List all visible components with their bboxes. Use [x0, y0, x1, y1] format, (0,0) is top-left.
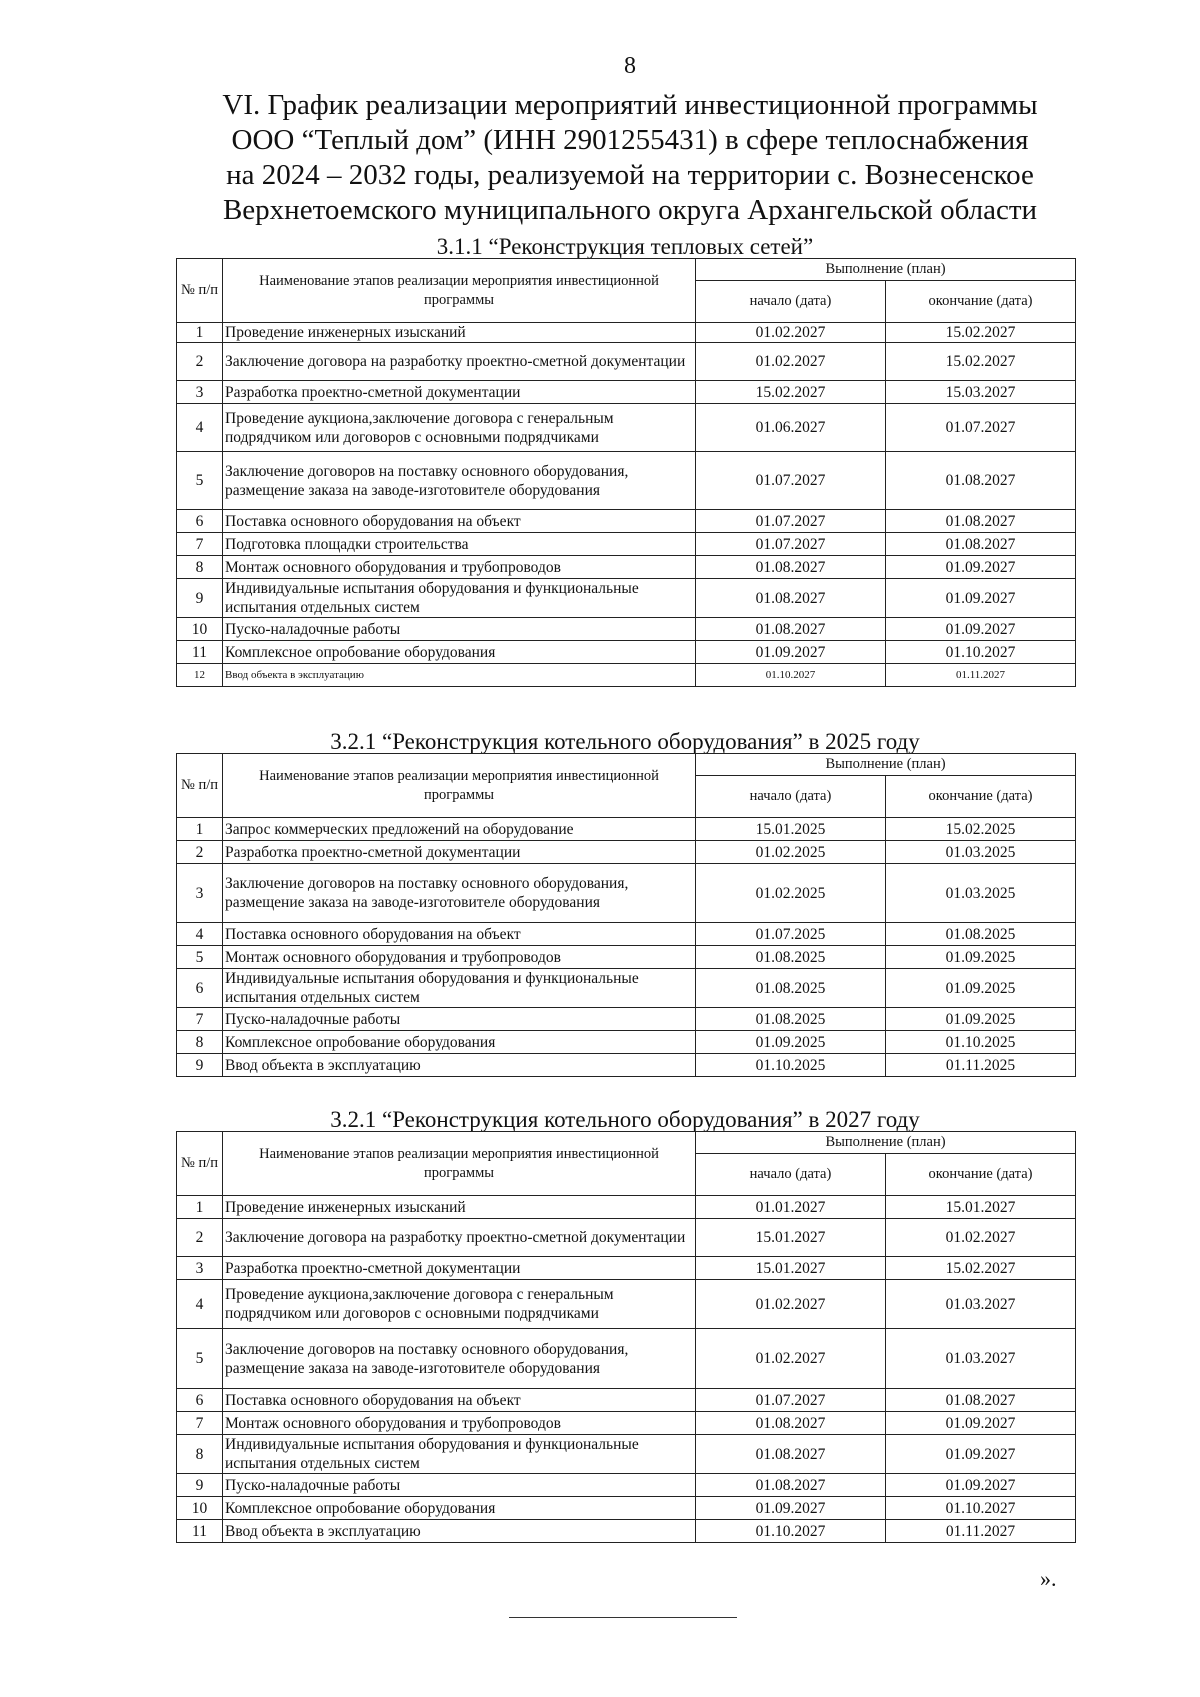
start-date: 01.08.2027	[696, 618, 886, 641]
stage-name: Заключение договоров на поставку основного оборудования, размещение заказа на заводе-изготовителе оборудования	[223, 864, 696, 923]
table-row	[177, 864, 1076, 923]
stage-name: Заключение договоров на поставку основного оборудования, размещение заказа на заводе-изготовителе оборудования	[223, 1329, 696, 1389]
stage-name: Заключение договора на разработку проектно-сметной документации	[223, 1219, 696, 1257]
end-date: 01.02.2027	[886, 1219, 1076, 1257]
row-number: 12	[177, 664, 223, 687]
start-date: 01.02.2025	[696, 841, 886, 864]
row-number: 8	[177, 556, 223, 579]
column-header-number: № п/п	[177, 754, 223, 818]
start-date: 15.02.2027	[696, 381, 886, 404]
stage-name: Проведение инженерных изысканий	[223, 1196, 696, 1219]
start-date: 01.02.2027	[696, 1280, 886, 1329]
table-row	[177, 1329, 1076, 1389]
end-date: 01.08.2027	[886, 533, 1076, 556]
end-date: 01.07.2027	[886, 404, 1076, 452]
table-row	[177, 1031, 1076, 1054]
stage-name: Индивидуальные испытания оборудования и функциональные испытания отдельных систем	[223, 1435, 696, 1474]
row-number: 1	[177, 1196, 223, 1219]
schedule-table-heat-networks	[176, 258, 1076, 687]
stage-name: Поставка основного оборудования на объект	[223, 923, 696, 946]
column-header-end-date: окончание (дата)	[886, 776, 1076, 818]
table-row	[177, 452, 1076, 510]
end-date: 01.09.2027	[886, 618, 1076, 641]
row-number: 5	[177, 946, 223, 969]
stage-name: Разработка проектно-сметной документации	[223, 1257, 696, 1280]
table-row	[177, 510, 1076, 533]
row-number: 6	[177, 510, 223, 533]
end-date: 01.09.2025	[886, 946, 1076, 969]
column-header-end-date: окончание (дата)	[886, 281, 1076, 323]
stage-name: Поставка основного оборудования на объект	[223, 1389, 696, 1412]
start-date: 01.07.2027	[696, 510, 886, 533]
end-date: 01.09.2025	[886, 1008, 1076, 1031]
column-header-execution-plan: Выполнение (план)	[696, 1132, 1076, 1154]
row-number: 8	[177, 1435, 223, 1474]
table-row	[177, 618, 1076, 641]
table-row	[177, 1497, 1076, 1520]
row-number: 1	[177, 818, 223, 841]
table-row	[177, 343, 1076, 381]
table-row	[177, 841, 1076, 864]
start-date: 01.02.2027	[696, 343, 886, 381]
row-number: 9	[177, 1054, 223, 1077]
end-date: 01.08.2027	[886, 1389, 1076, 1412]
table-row	[177, 664, 1076, 687]
stage-name: Ввод объекта в эксплуатацию	[223, 1520, 696, 1543]
row-number: 6	[177, 969, 223, 1008]
section-title-boiler-2025: 3.2.1 “Реконструкция котельного оборудования” в 2025 году	[330, 729, 920, 754]
row-number: 5	[177, 452, 223, 510]
header-line-2: ООО “Теплый дом” (ИНН 2901255431) в сфере теплоснабжения	[231, 124, 1029, 156]
section-title-heat-networks: 3.1.1 “Реконструкция тепловых сетей”	[436, 234, 814, 259]
row-number: 9	[177, 1474, 223, 1497]
end-date: 01.10.2027	[886, 641, 1076, 664]
row-number: 4	[177, 1280, 223, 1329]
footer-divider	[509, 1617, 737, 1618]
start-date: 01.08.2027	[696, 1474, 886, 1497]
row-number: 3	[177, 1257, 223, 1280]
page-number: 8	[624, 53, 636, 79]
row-number: 11	[177, 1520, 223, 1543]
start-date: 15.01.2027	[696, 1257, 886, 1280]
table-row	[177, 818, 1076, 841]
column-header-execution-plan: Выполнение (план)	[696, 754, 1076, 776]
row-number: 9	[177, 579, 223, 618]
stage-name: Пуско-наладочные работы	[223, 618, 696, 641]
start-date: 01.02.2027	[696, 323, 886, 343]
end-date: 01.03.2027	[886, 1329, 1076, 1389]
end-date: 01.11.2027	[886, 1520, 1076, 1543]
end-date: 01.03.2025	[886, 841, 1076, 864]
end-date: 01.08.2027	[886, 452, 1076, 510]
end-date: 15.03.2027	[886, 381, 1076, 404]
row-number: 4	[177, 404, 223, 452]
end-date: 01.10.2027	[886, 1497, 1076, 1520]
column-header-start-date: начало (дата)	[696, 776, 886, 818]
start-date: 01.06.2027	[696, 404, 886, 452]
end-date: 01.09.2027	[886, 1412, 1076, 1435]
row-number: 1	[177, 323, 223, 343]
closing-quote-mark: ».	[1040, 1566, 1057, 1591]
column-header-execution-plan: Выполнение (план)	[696, 259, 1076, 281]
row-number: 2	[177, 343, 223, 381]
table-row	[177, 1280, 1076, 1329]
start-date: 01.09.2027	[696, 1497, 886, 1520]
end-date: 15.01.2027	[886, 1196, 1076, 1219]
stage-name: Проведение аукциона,заключение договора с генеральным подрядчиком или договоров с основными подрядчиками	[223, 1280, 696, 1329]
stage-name: Комплексное опробование оборудования	[223, 1031, 696, 1054]
end-date: 01.08.2025	[886, 923, 1076, 946]
column-header-number: № п/п	[177, 1132, 223, 1196]
end-date: 01.11.2027	[886, 664, 1076, 687]
start-date: 01.01.2027	[696, 1196, 886, 1219]
table-row	[177, 556, 1076, 579]
stage-name: Монтаж основного оборудования и трубопроводов	[223, 556, 696, 579]
end-date: 01.08.2027	[886, 510, 1076, 533]
start-date: 01.08.2027	[696, 1435, 886, 1474]
stage-name: Монтаж основного оборудования и трубопроводов	[223, 946, 696, 969]
table-row	[177, 1257, 1076, 1280]
start-date: 01.08.2027	[696, 556, 886, 579]
section-title-boiler-2027: 3.2.1 “Реконструкция котельного оборудования” в 2027 году	[330, 1107, 920, 1132]
column-header-stage-name: Наименование этапов реализации мероприятия инвестиционной программы	[223, 259, 696, 323]
table-row	[177, 641, 1076, 664]
stage-name: Разработка проектно-сметной документации	[223, 381, 696, 404]
header-line-4: Верхнетоемского муниципального округа Архангельской области	[222, 194, 1038, 226]
row-number: 2	[177, 1219, 223, 1257]
start-date: 01.09.2027	[696, 641, 886, 664]
stage-name: Проведение инженерных изысканий	[223, 323, 696, 343]
start-date: 15.01.2025	[696, 818, 886, 841]
row-number: 8	[177, 1031, 223, 1054]
stage-name: Комплексное опробование оборудования	[223, 641, 696, 664]
table-row	[177, 381, 1076, 404]
start-date: 01.02.2027	[696, 1329, 886, 1389]
end-date: 01.03.2027	[886, 1280, 1076, 1329]
start-date: 01.10.2027	[696, 1520, 886, 1543]
table-row	[177, 1389, 1076, 1412]
stage-name: Заключение договоров на поставку основного оборудования, размещение заказа на заводе-изготовителе оборудования	[223, 452, 696, 510]
table-row	[177, 404, 1076, 452]
row-number: 5	[177, 1329, 223, 1389]
start-date: 01.08.2025	[696, 946, 886, 969]
start-date: 01.08.2027	[696, 579, 886, 618]
table-row	[177, 1196, 1076, 1219]
stage-name: Разработка проектно-сметной документации	[223, 841, 696, 864]
start-date: 01.02.2025	[696, 864, 886, 923]
row-number: 11	[177, 641, 223, 664]
stage-name: Поставка основного оборудования на объект	[223, 510, 696, 533]
table-row	[177, 946, 1076, 969]
start-date: 01.07.2025	[696, 923, 886, 946]
column-header-end-date: окончание (дата)	[886, 1154, 1076, 1196]
stage-name: Проведение аукциона,заключение договора с генеральным подрядчиком или договоров с основными подрядчиками	[223, 404, 696, 452]
stage-name: Монтаж основного оборудования и трубопроводов	[223, 1412, 696, 1435]
end-date: 15.02.2025	[886, 818, 1076, 841]
start-date: 01.08.2025	[696, 969, 886, 1008]
end-date: 01.10.2025	[886, 1031, 1076, 1054]
header-line-1: VI. График реализации мероприятий инвестиционной программы	[222, 89, 1038, 121]
end-date: 01.09.2027	[886, 556, 1076, 579]
stage-name: Пуско-наладочные работы	[223, 1474, 696, 1497]
row-number: 10	[177, 618, 223, 641]
start-date: 01.07.2027	[696, 1389, 886, 1412]
row-number: 7	[177, 533, 223, 556]
stage-name: Заключение договора на разработку проектно-сметной документации	[223, 343, 696, 381]
table-row	[177, 533, 1076, 556]
row-number: 2	[177, 841, 223, 864]
start-date: 01.10.2027	[696, 664, 886, 687]
end-date: 15.02.2027	[886, 343, 1076, 381]
row-number: 4	[177, 923, 223, 946]
stage-name: Запрос коммерческих предложений на оборудование	[223, 818, 696, 841]
stage-name: Пуско-наладочные работы	[223, 1008, 696, 1031]
row-number: 6	[177, 1389, 223, 1412]
end-date: 01.11.2025	[886, 1054, 1076, 1077]
schedule-table-boiler-2025	[176, 753, 1076, 1077]
table-row	[177, 1054, 1076, 1077]
table-row	[177, 923, 1076, 946]
stage-name: Индивидуальные испытания оборудования и функциональные испытания отдельных систем	[223, 579, 696, 618]
document-header	[200, 88, 1060, 228]
row-number: 10	[177, 1497, 223, 1520]
start-date: 01.08.2027	[696, 1412, 886, 1435]
stage-name: Ввод объекта в эксплуатацию	[223, 664, 696, 687]
column-header-start-date: начало (дата)	[696, 281, 886, 323]
end-date: 15.02.2027	[886, 1257, 1076, 1280]
table-row	[177, 969, 1076, 1008]
start-date: 01.08.2025	[696, 1008, 886, 1031]
end-date: 01.03.2025	[886, 864, 1076, 923]
stage-name: Ввод объекта в эксплуатацию	[223, 1054, 696, 1077]
start-date: 01.07.2027	[696, 452, 886, 510]
table-row	[177, 1520, 1076, 1543]
table-row	[177, 1435, 1076, 1474]
end-date: 01.09.2025	[886, 969, 1076, 1008]
row-number: 7	[177, 1008, 223, 1031]
end-date: 01.09.2027	[886, 1474, 1076, 1497]
end-date: 01.09.2027	[886, 1435, 1076, 1474]
end-date: 01.09.2027	[886, 579, 1076, 618]
header-line-3: на 2024 – 2032 годы, реализуемой на территории с. Вознесенское	[226, 159, 1034, 191]
start-date: 15.01.2027	[696, 1219, 886, 1257]
row-number: 7	[177, 1412, 223, 1435]
stage-name: Подготовка площадки строительства	[223, 533, 696, 556]
start-date: 01.09.2025	[696, 1031, 886, 1054]
table-row	[177, 1474, 1076, 1497]
start-date: 01.07.2027	[696, 533, 886, 556]
table-row	[177, 1412, 1076, 1435]
table-row	[177, 323, 1076, 343]
table-row	[177, 579, 1076, 618]
column-header-stage-name: Наименование этапов реализации мероприятия инвестиционной программы	[223, 1132, 696, 1196]
row-number: 3	[177, 381, 223, 404]
table-row	[177, 1008, 1076, 1031]
table-row	[177, 1219, 1076, 1257]
column-header-stage-name: Наименование этапов реализации мероприятия инвестиционной программы	[223, 754, 696, 818]
schedule-table-boiler-2027	[176, 1131, 1076, 1543]
end-date: 15.02.2027	[886, 323, 1076, 343]
column-header-start-date: начало (дата)	[696, 1154, 886, 1196]
stage-name: Индивидуальные испытания оборудования и функциональные испытания отдельных систем	[223, 969, 696, 1008]
column-header-number: № п/п	[177, 259, 223, 323]
row-number: 3	[177, 864, 223, 923]
stage-name: Комплексное опробование оборудования	[223, 1497, 696, 1520]
start-date: 01.10.2025	[696, 1054, 886, 1077]
